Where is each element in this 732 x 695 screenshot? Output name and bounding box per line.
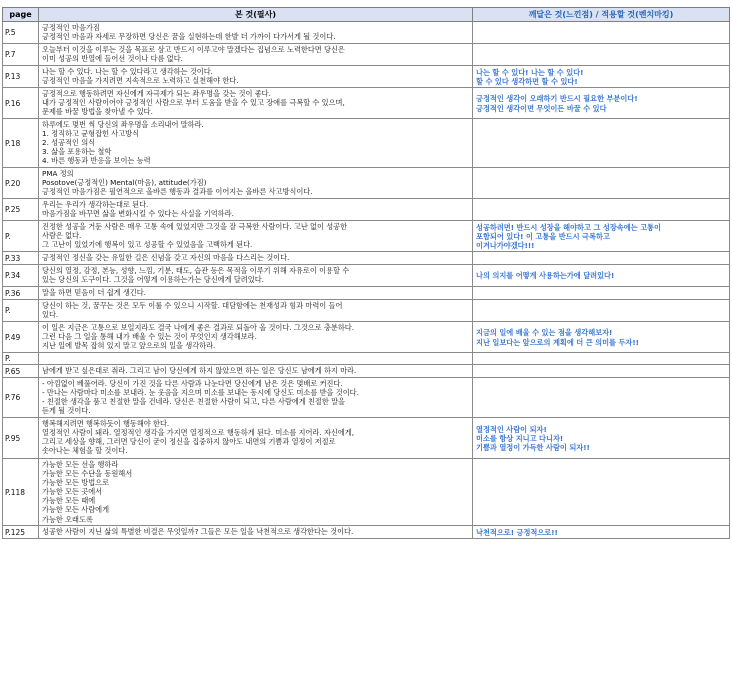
- header-notes: 깨달은 것(느낀점) / 적용할 것(벤치마킹): [473, 8, 730, 22]
- notes-cell: [473, 378, 730, 418]
- page-number-cell: P.125: [3, 526, 39, 539]
- transcription-line: PMA 정의: [42, 169, 74, 178]
- notes-cell: [473, 66, 730, 88]
- transcription-line: 하루에도 몇번 씩 당신의 좌우명을 소리내어 말하라.: [42, 120, 204, 129]
- transcription-line: 긍정적인 마음을 가지려면 지속적으로 노력하고 실천해야 한다.: [42, 76, 239, 86]
- page-number-cell: P.49: [3, 322, 39, 353]
- transcription-line: 마음가짐을 바꾸면 삶을 변화시킬 수 있다는 사실을 기억하라.: [42, 209, 234, 219]
- transcription-line: 솟아나는 체험을 할 것이다.: [42, 446, 128, 456]
- notes-cell: [473, 22, 730, 44]
- table-row: [3, 365, 730, 378]
- transcription-cell: [39, 287, 473, 300]
- notes-cell: [473, 526, 730, 539]
- transcription-line: 가능한 오래도록: [42, 514, 93, 524]
- transcription-line: 긍정적으로 행동하려면 자신에게 자극제가 되는 좌우명을 갖는 것이 좋다.: [42, 89, 271, 98]
- table-row: [3, 119, 730, 168]
- page-number-cell: P.: [3, 300, 39, 322]
- note-line: 할 수 있다 생각하면 할 수 있다!: [476, 77, 578, 86]
- notes-cell: [473, 459, 730, 526]
- table-row: [3, 378, 730, 418]
- page-number-cell: P.18: [3, 119, 39, 168]
- table-row: [3, 265, 730, 287]
- transcription-line: 진정한 성공을 거둔 사람은 매우 고통 속에 있었지만 그것을 잘 극복한 사람이다. 고난 없이 성공한: [42, 222, 348, 231]
- notes-cell: [473, 119, 730, 168]
- transcription-cell: [39, 418, 473, 459]
- transcription-line: 긍정적인 마음과 자세로 무장하면 당신은 꿈을 실현하는데 한발 더 가까이 다가서게 될 것이다.: [42, 32, 336, 42]
- page-number-cell: P.76: [3, 378, 39, 418]
- notes-cell: [473, 199, 730, 221]
- note-line: 긍정적인 생각이 오래하기 반드시 필요한 부분이다!: [476, 94, 638, 104]
- transcription-cell: [39, 168, 473, 199]
- transcription-line: 3. 삶을 포용하는 철학: [42, 147, 112, 157]
- transcription-line: 지난 일에 발목 잡혀 있지 말고 앞으로의 일을 생각하라.: [42, 341, 216, 351]
- page-number-cell: P.16: [3, 88, 39, 119]
- table-row: [3, 22, 730, 44]
- transcription-cell: [39, 22, 473, 44]
- transcription-line: 이미 성공의 반열에 들어선 것이나 다름 없다.: [42, 54, 183, 64]
- transcription-cell: [39, 44, 473, 66]
- page-number-cell: P.5: [3, 22, 39, 44]
- transcription-line: 가능한 모든 사람에게: [42, 505, 110, 515]
- transcription-line: 나는 할 수 있다. 나는 할 수 있다라고 생각하는 것이다.: [42, 67, 213, 76]
- transcription-cell: [39, 459, 473, 526]
- transcription-line: 남에게 받고 싶은대로 줘라. 그리고 남이 당신에게 하지 않았으면 하는 일은 당신도 남에게 하지 마라.: [42, 366, 357, 375]
- note-line: 지난 일보다는 앞으로의 계획에 더 큰 의미를 두자!!: [476, 337, 639, 347]
- transcription-line: 2. 성공적인 의식: [42, 138, 96, 148]
- page-number-cell: P.118: [3, 459, 39, 526]
- transcription-line: 우리는 우리가 생각하는대로 된다.: [42, 200, 149, 209]
- table-body: [3, 22, 730, 539]
- table-row: [3, 353, 730, 365]
- transcription-cell: [39, 365, 473, 378]
- note-line: 낙천적으로! 긍정적으로!!: [476, 527, 558, 537]
- notes-cell: [473, 418, 730, 459]
- transcription-cell: [39, 66, 473, 88]
- note-line: 이겨나가야겠다!!!: [476, 241, 535, 251]
- table-row: [3, 88, 730, 119]
- transcription-line: 가능한 모든 방법으로: [42, 478, 110, 488]
- notes-cell: [473, 252, 730, 265]
- note-line: 지금의 일에 배울 수 있는 점을 생각해보자!: [476, 328, 613, 338]
- transcription-line: 당신의 열정, 감정, 본능, 성향, 느낌, 기분, 태도, 습관 등은 목적을 이루기 위해 자유로이 이용할 수: [42, 266, 350, 275]
- page-number-cell: P.36: [3, 287, 39, 300]
- note-line: 나는 할 수 있다! 나는 할 수 있다!: [476, 67, 584, 77]
- top-strip: [0, 0, 732, 7]
- page-number-cell: P.95: [3, 418, 39, 459]
- transcription-cell: [39, 88, 473, 119]
- transcription-line: 가능한 모든 때에: [42, 496, 96, 506]
- note-line: 열정적인 사람이 되자!: [476, 424, 547, 434]
- transcription-line: 말을 하면 믿음이 더 쉽게 생긴다.: [42, 288, 146, 297]
- header-page: page: [3, 8, 39, 22]
- table-row: [3, 322, 730, 353]
- transcription-line: 있는 당신의 도구이다. 그것을 어떻게 이용하는가는 당신에게 달려있다.: [42, 275, 264, 285]
- notes-cell: [473, 353, 730, 365]
- transcription-line: Posotove(긍정적인) Mental(마음), attitude(가짐): [42, 178, 207, 188]
- page-number-cell: P.13: [3, 66, 39, 88]
- transcription-line: 1. 정직하고 균형잡힌 사고방식: [42, 129, 140, 139]
- transcription-line: 그 고난이 있었기에 행복이 있고 성공할 수 있었음을 고백하게 된다.: [42, 240, 253, 250]
- page-number-cell: P.: [3, 221, 39, 252]
- table-row: [3, 418, 730, 459]
- table-row: [3, 199, 730, 221]
- transcription-cell: [39, 265, 473, 287]
- reading-notes-table: [2, 7, 730, 539]
- transcription-line: 긍정적인 정신을 갖는 유일한 길은 신념을 갖고 자신의 마음을 다스리는 것이다.: [42, 253, 290, 262]
- transcription-cell: [39, 221, 473, 252]
- transcription-line: 가능한 모든 선을 행하라: [42, 460, 119, 469]
- transcription-cell: [39, 378, 473, 418]
- transcription-line: 긍정적인 마음가짐은 필연적으로 올바른 행동과 결과를 이어지는 올바른 사고방식이다.: [42, 187, 313, 197]
- note-line: 기쁨과 열정이 가득한 사람이 되자!!: [476, 443, 590, 453]
- transcription-line: 이 일은 지금은 고통으로 보일지라도 결국 나에게 좋은 결과로 되돌아 올 것이다. 그것으로 충분하다.: [42, 323, 354, 332]
- transcription-cell: [39, 252, 473, 265]
- table-row: [3, 300, 730, 322]
- transcription-line: 4. 바른 행동과 반응을 보이는 능력: [42, 156, 151, 166]
- transcription-line: - 아낌없이 베풀어라. 당신이 가진 것을 다른 사람과 나눈다면 당신에게 남은 것은 몇배로 커진다.: [42, 379, 343, 388]
- transcription-line: - 만나는 사람마다 미소를 보내라. 눈 웃음을 지으며 미소를 보내는 동시에 당신도 미소를 받을 것이다.: [42, 388, 359, 398]
- transcription-line: 성공한 사람이 지닌 삶의 특별한 비결은 무엇일까? 그들은 모든 일을 낙천적으로 생각한다는 것이다.: [42, 527, 354, 536]
- note-line: 긍정적인 생각이면 무엇이든 바꿀 수 있다: [476, 103, 607, 113]
- transcription-line: 열정적인 사람이 돼라. 열정적인 생각을 가지면 열정적으로 행동하게 된다. 미소를 지어라. 자신에게,: [42, 428, 354, 438]
- note-line: 성공하려면! 반드시 성장을 해야하고 그 성장속에는 고통이: [476, 222, 661, 232]
- notes-cell: [473, 265, 730, 287]
- header-transcription: 본 것(필사): [39, 8, 473, 22]
- table-row: [3, 66, 730, 88]
- transcription-cell: [39, 300, 473, 322]
- notes-cell: [473, 287, 730, 300]
- page-number-cell: P.20: [3, 168, 39, 199]
- notes-cell: [473, 322, 730, 353]
- transcription-line: 그런 다음 그 일을 통해 내가 배울 수 있는 것이 무엇인지 생각해보라.: [42, 332, 257, 342]
- transcription-line: 가능한 모든 곳에서: [42, 487, 103, 497]
- transcription-cell: [39, 353, 473, 365]
- transcription-line: 오늘부터 이것을 이루는 것을 목표로 삼고 반드시 이루고야 말겠다는 집념으로 노력한다면 당신은: [42, 45, 345, 54]
- notes-cell: [473, 88, 730, 119]
- page-number-cell: P.: [3, 353, 39, 365]
- note-line: 미소를 항상 지니고 다니자!: [476, 433, 564, 443]
- page-number-cell: P.65: [3, 365, 39, 378]
- transcription-line: 문제를 바꿀 방법을 찾아낼 수 있다.: [42, 107, 153, 117]
- page-number-cell: P.34: [3, 265, 39, 287]
- page-number-cell: P.7: [3, 44, 39, 66]
- table-row: [3, 287, 730, 300]
- header-row: [3, 8, 730, 22]
- transcription-cell: [39, 322, 473, 353]
- table-row: [3, 221, 730, 252]
- transcription-line: - 친절한 생각을 품고 친절한 말을 건네라. 당신은 친절한 사람이 되고, 다른 사람에게 친절한 말을: [42, 397, 345, 407]
- table-row: [3, 252, 730, 265]
- transcription-line: 긍정적인 마음가짐: [42, 23, 100, 32]
- page-number-cell: P.33: [3, 252, 39, 265]
- transcription-cell: [39, 199, 473, 221]
- table-row: [3, 526, 730, 539]
- page-number-cell: P.25: [3, 199, 39, 221]
- table-row: [3, 44, 730, 66]
- transcription-line: 사람은 없다.: [42, 231, 82, 241]
- note-line: 나의 의지를 어떻게 사용하는가에 달려있다!: [476, 271, 615, 281]
- transcription-cell: [39, 119, 473, 168]
- transcription-cell: [39, 526, 473, 539]
- table-row: [3, 168, 730, 199]
- table-row: [3, 459, 730, 526]
- note-line: 포함되어 있다! 이 고통을 반드시 극복하고: [476, 231, 610, 241]
- notes-cell: [473, 168, 730, 199]
- notes-cell: [473, 300, 730, 322]
- notes-cell: [473, 221, 730, 252]
- transcription-line: 가능한 모든 수단을 동원해서: [42, 469, 133, 479]
- transcription-line: 듣게 될 것이다.: [42, 406, 91, 416]
- notes-cell: [473, 44, 730, 66]
- transcription-line: 행복해지려면 행복하듯이 행동해야 한다.: [42, 419, 170, 428]
- notes-cell: [473, 365, 730, 378]
- transcription-line: 당신이 하는 것, 꿈꾸는 것은 모두 이룰 수 있으니 시작할. 대담함에는 천재성과 힘과 마력이 들어: [42, 301, 343, 310]
- transcription-line: 그리고 세상을 향해, 그러면 당신이 굳이 정신을 집중하지 않아도 내면의 기쁨과 열정이 저절로: [42, 437, 336, 447]
- transcription-line: 있다.: [42, 310, 59, 320]
- transcription-line: 내가 긍정적인 사람이어야 긍정적인 사람으로 부터 도움을 받을 수 있고 장애를 극복할 수 있으며,: [42, 98, 345, 108]
